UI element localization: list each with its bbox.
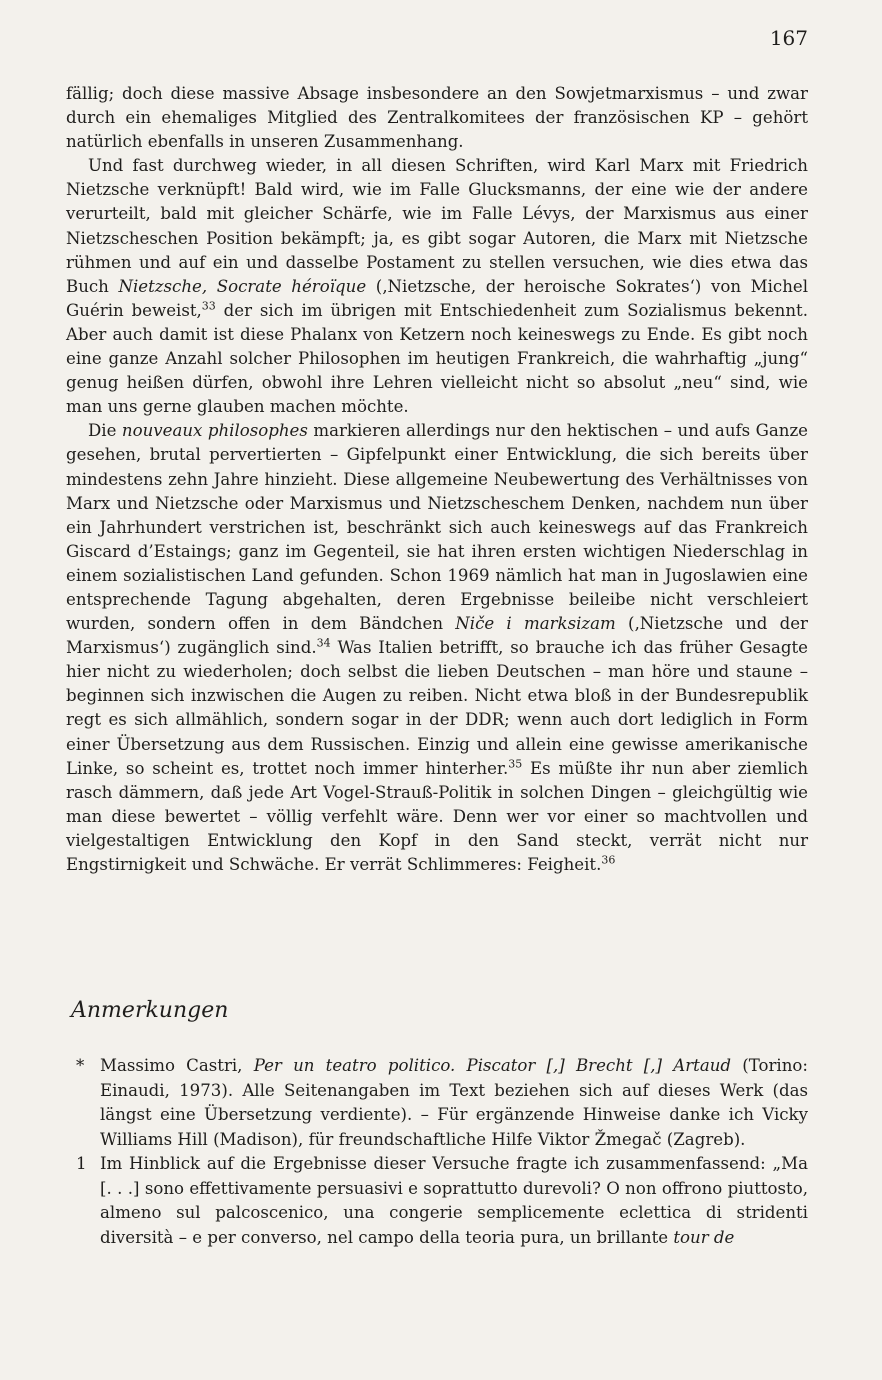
body-paragraph bbox=[66, 154, 808, 419]
italic-title: nouveaux philosophes bbox=[121, 421, 308, 441]
body-paragraph bbox=[66, 419, 808, 877]
italic-title: Per un teatro politico. Piscator [,] Brecht [,] Artaud bbox=[253, 1056, 732, 1075]
text-run: Massimo Castri, bbox=[100, 1056, 254, 1075]
text-run: Und fast durchweg wieder, in all diesen Schriften, wird Karl Marx mit Friedrich Nietzsche verknüpft! Bald wird, wie im Falle Glucksmanns, der eine wie der andere verurteilt, bald mit gleicher Schärfe, wie im Falle Lévys, der Marxismus aus einer Nietzscheschen Position bekämpft; ja, es gibt sogar Autoren, die Marx mit Nietzsche rühmen und auf ein und dasselbe Postament zu stellen versuchen, wie dies etwa das Buch bbox=[66, 156, 808, 296]
notes-heading: Anmerkungen bbox=[71, 998, 229, 1023]
text-run: (Torino: Einaudi, 1973). Alle Seitenangaben im Text beziehen sich auf dieses Werk (das längst eine Übersetzung verdiente). – Für ergänzende Hinweise danke ich Vicky Williams Hill (Madison), für freundschaftliche Hilfe Viktor Žmegač (Zagreb). bbox=[100, 1056, 809, 1149]
text-run: Die bbox=[88, 421, 122, 441]
text-run: (‚Nietzsche, der heroische Sokrates‘) von Michel Guérin beweist, bbox=[66, 276, 809, 320]
page-number: 167 bbox=[769, 26, 808, 50]
text-run: der sich im übrigen mit Entschiedenheit zum Sozialismus bekennt. Aber auch damit ist diese Phalanx von Ketzern noch keineswegs zu Ende. Es gibt noch eine ganze Anzahl solcher Philosophen im heutigen Frankreich, die wahrhaftig „jung“ genug heißen dürfen, obwohl ihre Lehren vielleicht nicht so absolut „neu“ sind, wie man uns gerne glauben machen möchte. bbox=[66, 300, 808, 417]
text-run: (‚Nietzsche und der Marxismus‘) zugänglich sind. bbox=[66, 614, 808, 658]
text-run: Es müßte ihr nun aber ziemlich rasch dämmern, daß jede Art Vogel-Strauß-Politik in solchen Dingen – gleichgültig wie man diese bewertet – völlig verfehlt wäre. Denn wer vor einer so machtvollen und vielgestaltigen Entwicklung den Kopf in den Sand steckt, verrät nicht nur Engstirnigkeit und Schwäche. Er verrät Schlimmeres: Feigheit. bbox=[66, 758, 809, 874]
footnote-reference: 35 bbox=[508, 757, 523, 771]
footnote-reference: 36 bbox=[601, 853, 616, 867]
footnote bbox=[66, 1152, 808, 1250]
footnote-marker: 1 bbox=[76, 1154, 87, 1173]
text-run: fällig; doch diese massive Absage insbesondere an den Sowjetmarxismus – und zwar durch ein ehemaliges Mitglied des Zentralkomitees der französischen KP – gehört natürlich ebenfalls in unseren Zusammenhang. bbox=[66, 84, 808, 152]
footnote bbox=[66, 1054, 808, 1152]
footnote-reference: 33 bbox=[201, 299, 216, 313]
text-run: Was Italien betrifft, so brauche ich das früher Gesagte hier nicht zu wiederholen; doch selbst die lieben Deutschen – man höre und staune – beginnen sich inzwischen die Augen zu reiben. Nicht etwa bloß in der Bundesrepublik regt es sich allmählich, sondern sogar in der DDR; wenn auch dort lediglich in Form einer Übersetzung aus dem Russischen. Einzig und allein eine gewisse amerikanische Linke, so scheint es, trottet noch immer hinterher. bbox=[66, 638, 808, 778]
text-run: markieren allerdings nur den hektischen – und aufs Ganze gesehen, brutal pervertierten – Gipfelpunkt einer Entwicklung, die sich bereits über mindestens zehn Jahre hinzieht. Diese allgemeine Neubewertung des Verhältnisses von Marx und Nietzsche oder Marxismus und Nietzscheschem Denken, nachdem nun über ein Jahrhundert verstrichen ist, beschränkt sich auch keineswegs auf das Frankreich Giscard d’Estaings; ganz im Gegenteil, sie hat ihren ersten wichtigen Niederschlag in einem sozialistischen Land gefunden. Schon 1969 nämlich hat man in Jugoslawien eine entsprechende Tagung abgehalten, deren Ergebnisse beileibe nicht verschleiert wurden, sondern offen in dem Bändchen bbox=[66, 421, 809, 634]
italic-title: Niče i marksizam bbox=[455, 614, 616, 634]
italic-title: tour de bbox=[673, 1227, 735, 1247]
footnote-reference: 34 bbox=[316, 636, 331, 650]
text-run: Im Hinblick auf die Ergebnisse dieser Versuche fragte ich zusammenfassend: „Ma [. . .] sono effettivamente persuasivi e soprattutto durevoli? O non offrono piuttosto, almeno sul palcoscenico, una congerie semplicemente eclettica di stridenti diversità – e per converso, nel campo della teoria pura, un brillante bbox=[100, 1154, 808, 1247]
notes-list bbox=[66, 1054, 808, 1250]
body-text bbox=[66, 82, 808, 877]
footnote-marker: * bbox=[76, 1056, 85, 1075]
body-paragraph bbox=[66, 82, 808, 154]
italic-title: Nietzsche, Socrate héroïque bbox=[118, 276, 367, 296]
